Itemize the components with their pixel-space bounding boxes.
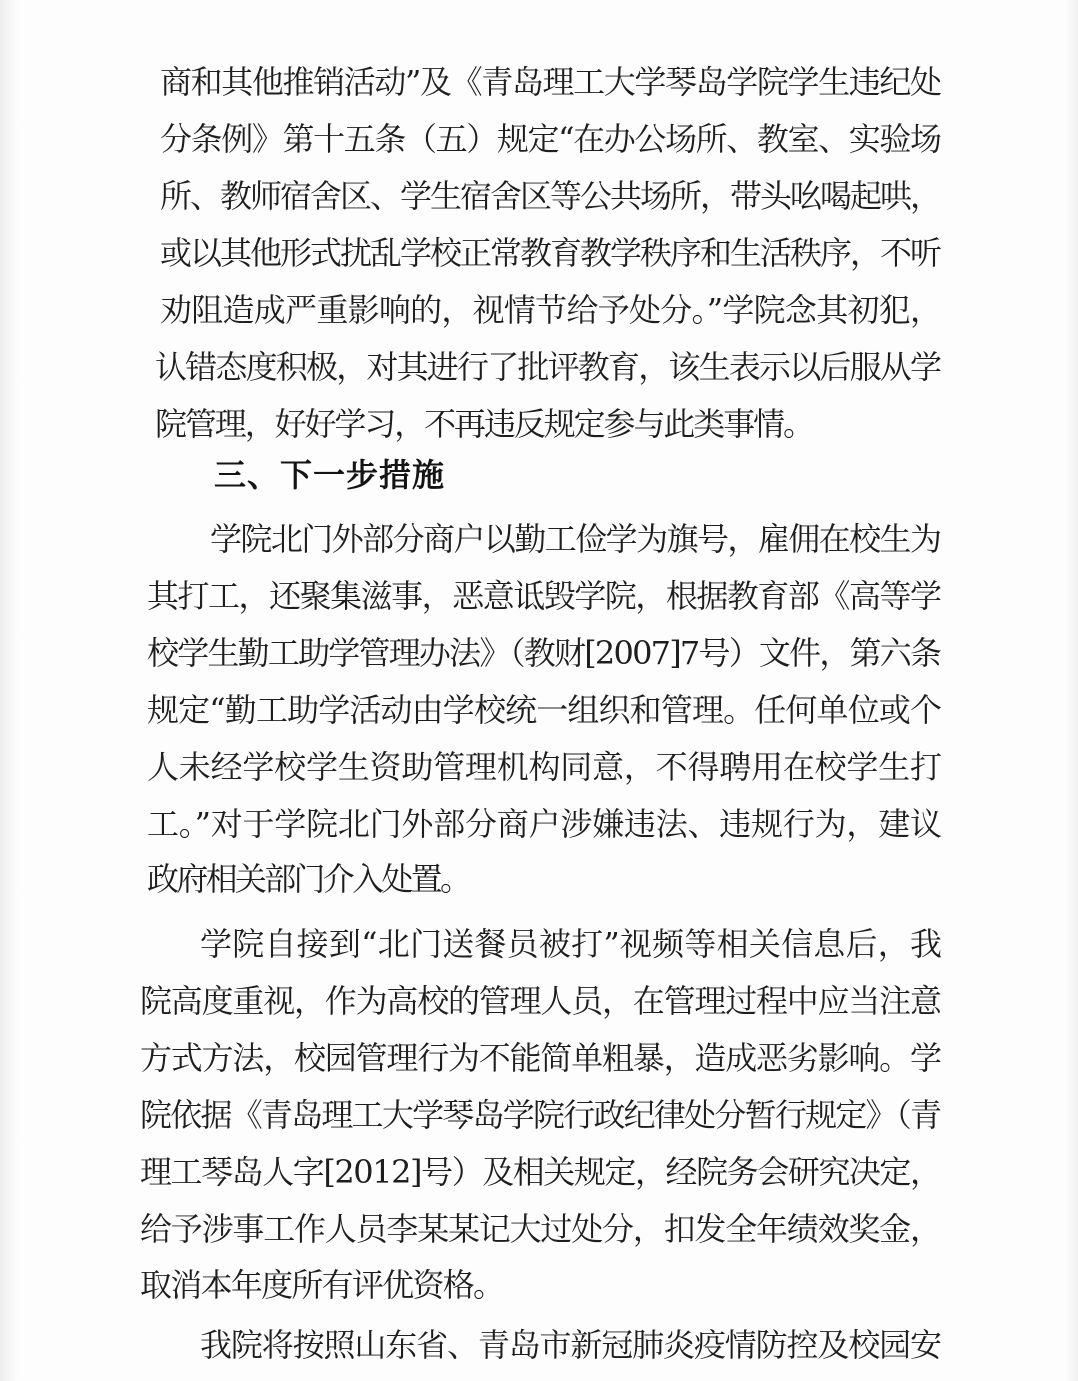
text-line: 给予涉事工作人员李某某记大过处分，扣发全年绩效奖金， (140, 1210, 941, 1248)
text-line: 学院自接到“北门送餐员被打”视频等相关信息后，我 (200, 925, 943, 963)
text-line: 院管理，好好学习，不再违反规定参与此类事情。 (155, 405, 813, 443)
text-line: 院高度重视，作为高校的管理人员，在管理过程中应当注意 (140, 982, 941, 1020)
text-line: 所、教师宿舍区、学生宿舍区等公共场所，带头吆喝起哄， (160, 177, 940, 215)
text-line: 政府相关部门介入处置。 (147, 860, 470, 898)
text-line: 取消本年度所有评优资格。 (140, 1266, 504, 1304)
text-line: 规定“勤工助学活动由学校统一组织和管理。任何单位或个 (147, 691, 942, 729)
text-line: 工。”对于学院北门外部分商户涉嫌违法、违规行为，建议 (147, 805, 942, 843)
text-line: 认错态度积极，对其进行了批评教育，该生表示以后服从学 (155, 348, 941, 386)
text-line: 我院将按照山东省、青岛市新冠肺炎疫情防控及校园安 (200, 1326, 941, 1364)
text-line: 校学生勤工助学管理办法》（教财[2007]7号）文件，第六条 (147, 634, 941, 672)
text-line: 人未经学校学生资助管理机构同意，不得聘用在校学生打 (147, 748, 942, 786)
text-line: 方式方法，校园管理行为不能简单粗暴，造成恶劣影响。学 (140, 1039, 941, 1077)
text-line: 理工琴岛人字[2012]号）及相关规定，经院务会研究决定， (140, 1153, 941, 1191)
text-line: 其打工，还聚集滋事，恶意诋毁学院，根据教育部《高等学 (147, 577, 941, 615)
scan-edge-shadow-right (1064, 0, 1078, 1381)
text-line: 商和其他推销活动”及《青岛理工大学琴岛学院学生违纪处 (160, 63, 941, 101)
scan-edge-shadow-left (0, 0, 18, 1381)
text-line: 劝阻造成严重影响的，视情节给予处分。”学院念其初犯， (160, 291, 942, 329)
text-line: 分条例》第十五条（五）规定“在办公场所、教室、实验场 (160, 120, 941, 158)
text-line: 学院北门外部分商户以勤工俭学为旗号，雇佣在校生为 (210, 520, 941, 558)
text-line: 院依据《青岛理工大学琴岛学院行政纪律处分暂行规定》（青 (140, 1096, 941, 1134)
section-heading: 三、下一步措施 (214, 456, 445, 494)
text-line: 或以其他形式扰乱学校正常教育教学秩序和生活秩序，不听 (160, 234, 940, 272)
